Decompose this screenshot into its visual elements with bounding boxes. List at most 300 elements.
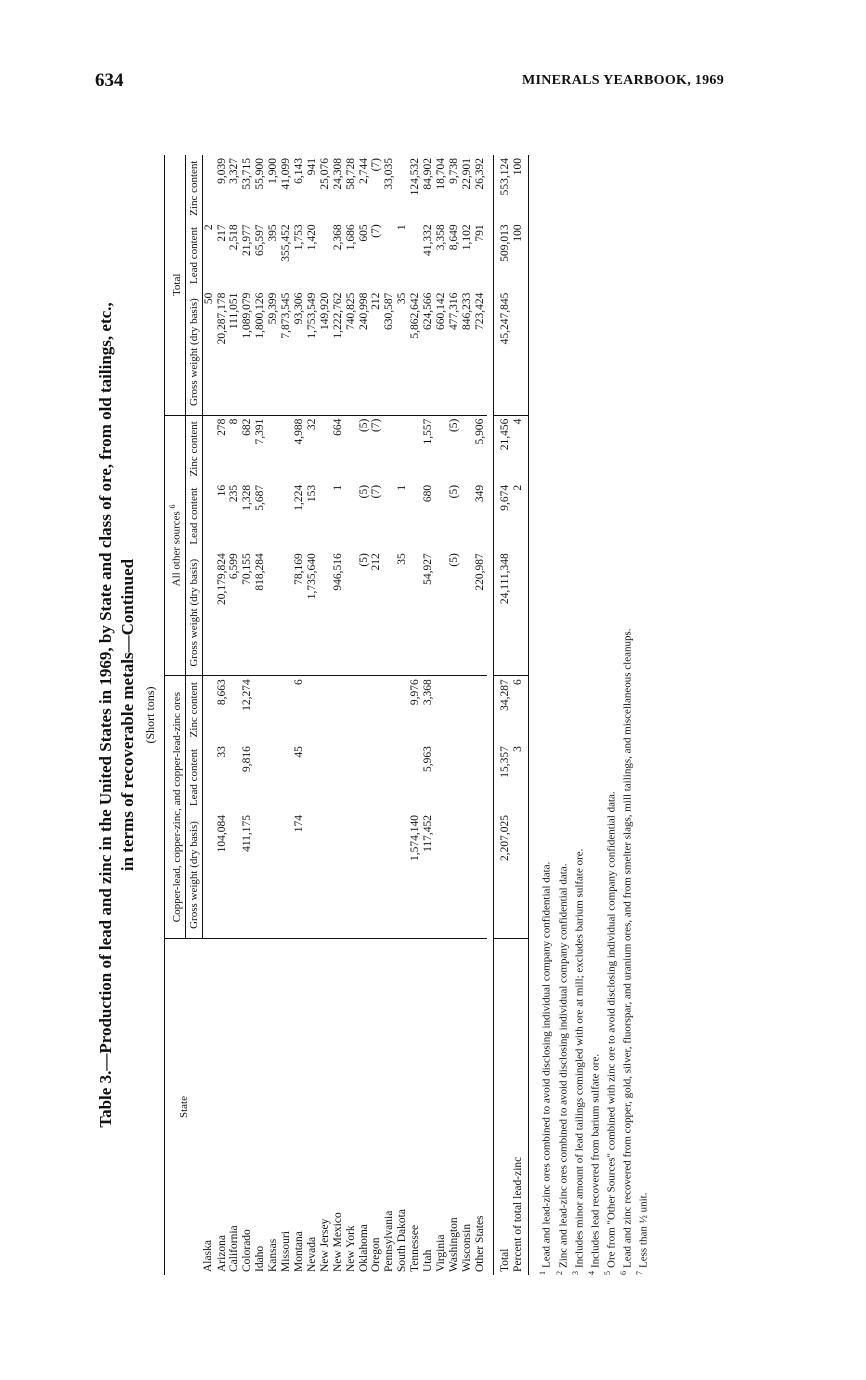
value-cell: 24,308: [331, 158, 344, 190]
table-title: [95, 155, 139, 1275]
value-cell: (5): [357, 484, 370, 499]
footnote-item: [602, 155, 618, 1275]
value-cell: 2,744: [357, 158, 370, 184]
value-cell: 240,998: [358, 290, 371, 416]
value-cell: 32: [305, 418, 318, 431]
value-cell: 509,013: [493, 221, 511, 289]
value-cell: [383, 743, 396, 812]
table-row: [228, 155, 241, 1275]
value-cell: [280, 550, 293, 676]
value-cell: (5): [357, 418, 370, 433]
value-cell: [512, 812, 529, 939]
value-cell: [383, 550, 396, 676]
value-cell: 6,599: [228, 550, 241, 676]
col-header-zinc-content: Zinc content: [185, 415, 202, 482]
footnote-text: Lead and lead-zinc ores combined to avoid disclosing individual company confidential data.: [541, 861, 554, 1268]
value-cell: 2,518: [228, 224, 241, 251]
footnotes: [537, 155, 650, 1275]
value-cell: 3: [512, 743, 529, 812]
value-cell: [280, 676, 293, 743]
value-cell: 149,920: [319, 290, 332, 416]
value-cell: [435, 415, 448, 482]
value-cell: 9,976: [409, 679, 422, 706]
table-row: [461, 155, 474, 1275]
total-row: [512, 155, 529, 1275]
value-cell: 18,704: [434, 158, 447, 190]
state-name-cell: Montana: [293, 1231, 305, 1272]
value-cell: 117,452: [422, 812, 435, 939]
value-cell: (7): [370, 224, 383, 238]
value-cell: (5): [358, 550, 371, 676]
value-cell: [512, 290, 529, 416]
value-cell: 660,142: [435, 290, 448, 416]
table-body: [202, 155, 529, 1275]
table-row: [345, 155, 358, 1275]
value-cell: 1: [396, 484, 409, 491]
value-cell: 946,516: [332, 550, 345, 676]
group-header-copper-lead-zinc: Copper-lead, copper-zinc, and copper-lead-zinc ores: [165, 676, 186, 939]
value-cell: [409, 550, 422, 676]
value-cell: 8: [228, 418, 241, 425]
table-row: [216, 155, 229, 1275]
state-name-cell: New Mexico: [331, 1212, 344, 1272]
value-cell: 1,800,126: [254, 290, 267, 416]
value-cell: 84,902: [422, 158, 435, 190]
value-cell: (5): [447, 484, 460, 499]
footnote-mark: 4: [586, 1271, 596, 1275]
table-row: [409, 155, 422, 1275]
value-cell: 395: [267, 224, 280, 242]
table-title-line-2: in terms of recoverable metals—Continued: [118, 558, 137, 872]
footnote-mark: 2: [554, 1271, 564, 1275]
value-cell: [280, 743, 293, 812]
value-cell: [396, 415, 409, 482]
value-cell: 740,825: [345, 290, 358, 416]
state-name-cell: Colorado: [241, 1229, 254, 1272]
value-cell: 3,368: [422, 679, 435, 706]
value-cell: [409, 743, 422, 812]
value-cell: [409, 482, 422, 550]
value-cell: 2: [202, 224, 215, 231]
value-cell: [435, 812, 448, 939]
value-cell: 100: [512, 155, 529, 221]
value-cell: 12,274: [241, 679, 254, 711]
value-cell: [306, 812, 319, 939]
value-cell: 5,862,642: [409, 290, 422, 416]
value-cell: [358, 676, 371, 743]
value-cell: [267, 812, 280, 939]
value-cell: [383, 676, 396, 743]
table-row: [202, 155, 215, 1275]
value-cell: [345, 743, 358, 812]
value-cell: 1,753: [293, 224, 305, 251]
value-cell: 212: [370, 550, 383, 676]
state-name-cell: Pennsylvania: [383, 1210, 396, 1272]
value-cell: 9,039: [215, 158, 228, 184]
table-row: [370, 155, 383, 1275]
value-cell: 41,332: [422, 224, 435, 256]
value-cell: 5,906: [473, 418, 486, 445]
value-cell: [202, 743, 215, 812]
value-cell: 2,368: [331, 224, 344, 251]
footnote-text: Less than ½ unit.: [638, 1192, 650, 1268]
value-cell: 624,566: [422, 290, 435, 416]
table-row: [293, 155, 306, 1275]
value-cell: [383, 415, 396, 482]
value-cell: [461, 482, 474, 550]
value-cell: 411,175: [241, 812, 254, 939]
state-name-cell: Percent of total lead-zinc: [512, 939, 529, 1276]
value-cell: [396, 676, 409, 743]
value-cell: 45,247,845: [493, 290, 511, 416]
value-cell: 818,284: [254, 550, 267, 676]
value-cell: [383, 482, 396, 550]
value-cell: [280, 812, 293, 939]
footnote-text: Includes lead recovered from barium sulfate ore.: [589, 1053, 602, 1268]
footnote-ref-6: 6: [168, 504, 177, 509]
state-name-cell: Virginia: [434, 1234, 447, 1272]
value-cell: [474, 743, 487, 812]
value-cell: 553,124: [493, 155, 511, 221]
value-cell: 25,076: [318, 158, 331, 190]
value-cell: 5,963: [422, 746, 435, 772]
value-cell: 217: [215, 224, 228, 242]
value-cell: 6,143: [293, 158, 305, 184]
table-row: [306, 155, 319, 1275]
value-cell: [202, 415, 215, 482]
state-name-cell: Washington: [447, 1217, 460, 1272]
value-cell: 212: [370, 290, 383, 416]
value-cell: 35: [396, 290, 409, 416]
value-cell: [435, 482, 448, 550]
value-cell: 664: [331, 418, 344, 436]
value-cell: [345, 482, 358, 550]
value-cell: 35: [396, 550, 409, 676]
value-cell: 682: [241, 418, 254, 436]
value-cell: 41,099: [280, 158, 293, 190]
value-cell: 9,674: [493, 482, 511, 550]
value-cell: [461, 550, 474, 676]
table-row: [254, 155, 267, 1275]
col-header-zinc-content: Zinc content: [185, 676, 202, 743]
value-cell: (5): [447, 418, 460, 433]
value-cell: 723,424: [474, 290, 487, 416]
footnote-item: [618, 155, 634, 1275]
group-header-total: Total: [165, 155, 186, 415]
value-cell: 6: [512, 676, 529, 743]
value-cell: [448, 743, 461, 812]
table-row: [383, 155, 396, 1275]
state-name-cell: Other States: [473, 1215, 486, 1272]
value-cell: 355,452: [280, 224, 293, 262]
value-cell: 124,532: [409, 158, 422, 196]
value-cell: 3,327: [228, 158, 241, 184]
value-cell: [306, 743, 319, 812]
value-cell: [345, 415, 358, 482]
value-cell: 45: [293, 746, 305, 758]
value-cell: 220,987: [474, 550, 487, 676]
value-cell: [435, 550, 448, 676]
table-row: [358, 155, 371, 1275]
footnote-text: Zinc and lead-zinc ores combined to avoid disclosing individual company confidential data.: [557, 863, 570, 1268]
value-cell: 33: [215, 746, 228, 758]
value-cell: 3,358: [434, 224, 447, 251]
value-cell: 174: [293, 812, 306, 939]
table-row: [396, 155, 409, 1275]
table-row: [332, 155, 345, 1275]
table-row: [474, 155, 487, 1275]
col-header-lead-content: Lead content: [185, 482, 202, 550]
table-row: [280, 155, 293, 1275]
value-cell: [512, 550, 529, 676]
group-header-other-sources-label: All other sources: [170, 511, 183, 587]
value-cell: [267, 550, 280, 676]
value-cell: 21,977: [241, 224, 254, 256]
value-cell: [280, 482, 293, 550]
value-cell: [202, 550, 215, 676]
value-cell: 1,224: [293, 484, 305, 511]
value-cell: 1,328: [241, 484, 254, 511]
value-cell: [319, 743, 332, 812]
value-cell: 20,179,824: [216, 550, 229, 676]
value-cell: 1: [331, 484, 344, 491]
value-cell: 235: [228, 484, 241, 503]
state-name-cell: California: [228, 1225, 241, 1272]
value-cell: [435, 676, 448, 743]
footnote-text: Ore from "Other Sources" combined with zinc ore to avoid disclosing individual company confidential data.: [605, 791, 618, 1268]
value-cell: [396, 743, 409, 812]
value-cell: 111,051: [228, 290, 241, 416]
value-cell: [267, 482, 280, 550]
value-cell: 9,738: [447, 158, 460, 184]
footnote-item: [586, 155, 602, 1275]
value-cell: (5): [448, 550, 461, 676]
value-cell: [370, 812, 383, 939]
value-cell: [358, 812, 371, 939]
running-title: MINERALS YEARBOOK, 1969: [522, 73, 725, 88]
value-cell: 8,663: [215, 679, 228, 706]
rotated-table-block: [95, 155, 675, 1275]
value-cell: 1,686: [344, 224, 357, 251]
value-cell: [202, 482, 215, 550]
col-header-gross-weight: Gross weight (dry basis): [185, 812, 202, 939]
value-cell: [319, 415, 332, 482]
table-row: [422, 155, 435, 1275]
value-cell: 4,988: [293, 418, 305, 445]
value-cell: [409, 221, 422, 289]
state-name-cell: Nevada: [305, 1236, 318, 1272]
footnote-item: [634, 155, 650, 1275]
value-cell: 93,306: [293, 290, 306, 416]
value-cell: [474, 676, 487, 743]
value-cell: [319, 550, 332, 676]
value-cell: 680: [422, 484, 435, 503]
value-cell: [396, 155, 409, 221]
value-cell: [409, 415, 422, 482]
page-number: 634: [95, 70, 124, 91]
value-cell: [306, 676, 319, 743]
state-name-cell: Oklahoma: [357, 1224, 370, 1272]
table-units: (Short tons): [143, 686, 157, 744]
footnote-mark: 5: [603, 1271, 613, 1275]
state-name-cell: Oregon: [370, 1237, 383, 1272]
col-header-gross-weight: Gross weight (dry basis): [185, 550, 202, 676]
footnote-item: [537, 155, 553, 1275]
value-cell: [202, 812, 215, 939]
value-cell: [202, 676, 215, 743]
value-cell: 20,287,178: [216, 290, 229, 416]
footnote-item: [554, 155, 570, 1275]
footnote-item: [570, 155, 586, 1275]
value-cell: [332, 812, 345, 939]
value-cell: [332, 676, 345, 743]
col-header-gross-weight: Gross weight (dry basis): [185, 290, 202, 416]
value-cell: [319, 482, 332, 550]
value-cell: [254, 676, 267, 743]
value-cell: 2,207,025: [493, 812, 511, 939]
value-cell: 1,420: [305, 224, 318, 251]
value-cell: 791: [473, 224, 486, 242]
value-cell: 58,728: [344, 158, 357, 190]
value-cell: [448, 676, 461, 743]
value-cell: [383, 812, 396, 939]
value-cell: [202, 155, 215, 221]
value-cell: 78,169: [293, 550, 306, 676]
value-cell: [254, 812, 267, 939]
state-column-header: State: [165, 939, 203, 1276]
value-cell: 5,687: [254, 484, 267, 511]
table-row: [448, 155, 461, 1275]
value-cell: [319, 812, 332, 939]
value-cell: 2: [512, 482, 529, 550]
table-row: [241, 155, 254, 1275]
value-cell: [267, 743, 280, 812]
value-cell: 4: [512, 415, 529, 482]
value-cell: 846,233: [461, 290, 474, 416]
state-name-cell: Total: [493, 939, 511, 1276]
value-cell: [435, 743, 448, 812]
value-cell: (7): [370, 484, 383, 499]
table-row: [319, 155, 332, 1275]
value-cell: (7): [370, 158, 383, 172]
state-name-cell: Arizona: [215, 1234, 228, 1272]
value-cell: 153: [305, 484, 318, 503]
state-name-cell: Missouri: [280, 1231, 293, 1272]
value-cell: 34,287: [493, 676, 511, 743]
state-name-cell: Tennessee: [409, 1224, 422, 1272]
value-cell: 24,111,348: [493, 550, 511, 676]
state-name-cell: Kansas: [267, 1238, 280, 1272]
value-cell: [228, 812, 241, 939]
value-cell: [280, 415, 293, 482]
value-cell: [319, 676, 332, 743]
group-header-other-sources: [165, 415, 186, 676]
state-name-cell: Alaska: [202, 1240, 215, 1272]
value-cell: [370, 743, 383, 812]
state-name-cell: Idaho: [254, 1245, 267, 1272]
state-name-cell: Utah: [422, 1249, 435, 1272]
value-cell: 6: [293, 679, 305, 685]
value-cell: 53,715: [241, 158, 254, 190]
value-cell: 278: [215, 418, 228, 436]
value-cell: 8,649: [447, 224, 460, 251]
value-cell: [461, 415, 474, 482]
value-cell: 477,316: [448, 290, 461, 416]
value-cell: [383, 221, 396, 289]
value-cell: [461, 743, 474, 812]
state-name-cell: Wisconsin: [460, 1223, 473, 1272]
value-cell: 605: [357, 224, 370, 242]
state-name-cell: New York: [344, 1225, 357, 1272]
footnote-mark: 3: [570, 1271, 580, 1275]
value-cell: 1,574,140: [409, 812, 422, 939]
value-cell: 15,357: [493, 743, 511, 812]
value-cell: [267, 676, 280, 743]
value-cell: 16: [215, 484, 228, 497]
value-cell: 941: [305, 158, 318, 176]
value-cell: 630,587: [383, 290, 396, 416]
value-cell: 21,456: [493, 415, 511, 482]
col-header-zinc-content: Zinc content: [185, 155, 202, 221]
value-cell: [332, 743, 345, 812]
value-cell: 55,900: [254, 158, 267, 190]
state-name-cell: South Dakota: [396, 1209, 409, 1272]
value-cell: [228, 743, 241, 812]
value-cell: 65,597: [254, 224, 267, 256]
col-header-lead-content: Lead content: [185, 743, 202, 812]
value-cell: 7,873,545: [280, 290, 293, 416]
table-row: [435, 155, 448, 1275]
value-cell: 22,901: [460, 158, 473, 190]
value-cell: 9,816: [241, 746, 254, 772]
value-cell: 1,089,079: [241, 290, 254, 416]
footnote-text: Lead and zinc recovered from copper, gold, silver, fluorspar, and uranium ores, and from smelter slags, mill tailings, and miscellaneous cleanups.: [621, 628, 634, 1268]
value-cell: 50: [202, 290, 215, 416]
total-row: [493, 155, 511, 1275]
value-cell: [228, 676, 241, 743]
value-cell: 104,084: [216, 812, 229, 939]
value-cell: [461, 676, 474, 743]
value-cell: 1,557: [422, 418, 435, 445]
value-cell: 1,900: [267, 158, 280, 184]
value-cell: [448, 812, 461, 939]
col-header-lead-content: Lead content: [185, 221, 202, 289]
value-cell: 100: [512, 221, 529, 289]
footnote-mark: 7: [635, 1271, 645, 1275]
state-name-cell: New Jersey: [318, 1218, 331, 1272]
value-cell: 54,927: [422, 550, 435, 676]
value-cell: 70,155: [241, 550, 254, 676]
footnote-mark: 6: [619, 1271, 629, 1275]
value-cell: 1: [396, 224, 409, 231]
value-cell: [345, 550, 358, 676]
value-cell: [254, 743, 267, 812]
value-cell: 7,391: [254, 418, 267, 445]
table-title-line-1: Table 3.—Production of lead and zinc in the United States in 1969, by State and class of ore, from old tailings, etc.,: [96, 302, 115, 1128]
value-cell: [396, 812, 409, 939]
value-cell: [370, 676, 383, 743]
production-table: [164, 155, 529, 1275]
value-cell: [345, 676, 358, 743]
value-cell: [474, 812, 487, 939]
value-cell: [345, 812, 358, 939]
table-row: [267, 155, 280, 1275]
value-cell: 33,035: [383, 158, 396, 190]
value-cell: [319, 221, 332, 289]
value-cell: (7): [370, 418, 383, 433]
value-cell: 1,102: [460, 224, 473, 251]
footnote-mark: 1: [538, 1271, 548, 1275]
